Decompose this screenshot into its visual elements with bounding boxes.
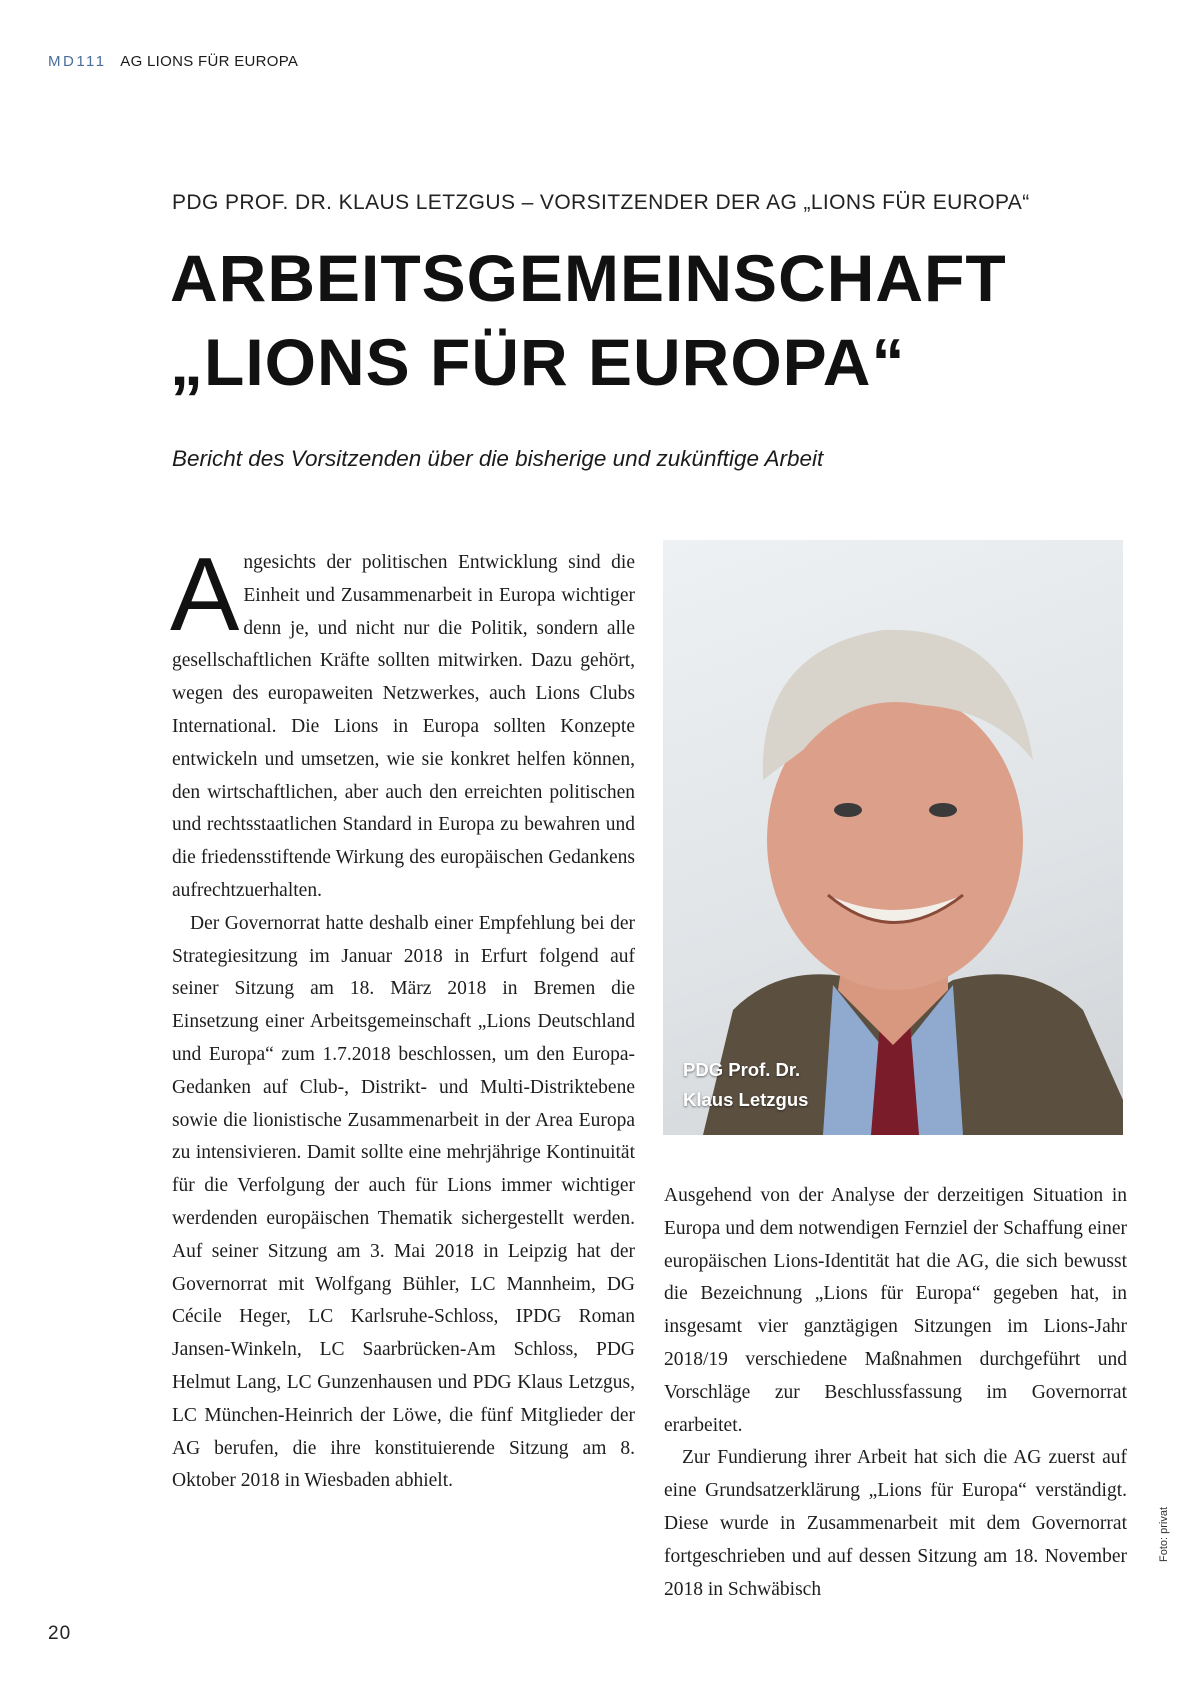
body-column-right: [664, 1180, 1127, 1606]
article-kicker: PDG PROF. DR. KLAUS LETZGUS – VORSITZENDER DER AG „LIONS FÜR EUROPA“: [172, 191, 1030, 214]
portrait-illustration: [663, 540, 1123, 1135]
caption-line-2: Klaus Letzgus: [683, 1089, 809, 1110]
paragraph-1: [170, 537, 635, 908]
running-header: [48, 53, 298, 70]
body-column-left: [170, 537, 635, 1498]
photo-caption: [683, 1055, 808, 1115]
paragraph-1-text: ngesichts der politischen Entwicklung sind die Einheit und Zusammenarbeit in Europa wichtiger denn je, und nicht nur die Politik, sondern alle gesellschaftlichen Kräfte sollten mitwirken. Dazu gehört, wegen des europaweiten Netzwerkes, auch Lions Clubs International. Die Lions in Europa sollten Konzepte entwickeln und umsetzen, wie sie konkret helfen können, den wirtschaftlichen, aber auch den erreichten politischen und rechtsstaatlichen Standard in Europa zu bewahren und die friedensstiftende Wirkung des europäischen Gedankens aufrechtzuerhalten.: [172, 552, 635, 901]
article-headline: [170, 236, 1007, 404]
headline-line-1: ARBEITSGEMEINSCHAFT: [170, 241, 1007, 315]
headline-line-2: „LIONS FÜR EUROPA“: [170, 325, 906, 399]
paragraph-4: Zur Fundierung ihrer Arbeit hat sich die AG zuerst auf eine Grundsatzerklärung „Lions für Europa“ verständigt. Diese wurde in Zusammenarbeit mit dem Governorrat fortgeschrieben und auf dessen Sitzung am 18. November 2018 in Schwäbisch: [664, 1447, 1127, 1600]
header-section: AG LIONS FÜR EUROPA: [120, 53, 299, 70]
paragraph-3: Ausgehend von der Analyse der derzeitigen Situation in Europa und dem notwendigen Fernziel der Schaffung einer europäischen Lions-Identität hat die AG, die sich bewusst die Bezeichnung „Lions für Europa“ gegeben hat, in insgesamt vier ganztägigen Sitzungen im Lions-Jahr 2018/19 verschiedene Maßnahmen durchgeführt und Vorschläge zur Beschlussfassung im Governorrat erarbeitet.: [664, 1185, 1127, 1436]
paragraph-2: Der Governorrat hatte deshalb einer Empfehlung bei der Strategiesitzung im Januar 2018 in Erfurt folgend auf seiner Sitzung am 18. März 2018 in Bremen die Einsetzung einer Arbeitsgemeinschaft „Lions Deutschland und Europa“ zum 1.7.2018 beschlossen, um den Europa-Gedanken auf Club-, Distrikt- und Multi-Distriktebene sowie die lionistische Zusammenarbeit in der Area Europa zu intensivieren. Damit sollte eine mehrjährige Kontinuität für die Verfolgung der auch für Lions immer wichtiger werdenden europäischen Thematik sichergestellt werden. Auf seiner Sitzung am 3. Mai 2018 in Leipzig hat der Governorrat mit Wolfgang Bühler, LC Mannheim, DG Cécile Heger, LC Karlsruhe-Schloss, IPDG Roman Jansen-Winkeln, LC Saarbrücken-Am Schloss, PDG Helmut Lang, LC Gunzenhausen und PDG Klaus Letzgus, LC München-Heinrich der Löwe, die fünf Mitglieder der AG berufen, die ihre konstituierende Sitzung am 8. Oktober 2018 in Wiesbaden abhielt.: [172, 912, 635, 1492]
header-code: MD111: [48, 53, 107, 70]
portrait-photo: [663, 540, 1123, 1135]
drop-cap: A: [170, 537, 240, 653]
page-number: 20: [48, 1623, 72, 1644]
caption-line-1: PDG Prof. Dr.: [683, 1059, 801, 1080]
article-subtitle: Bericht des Vorsitzenden über die bisherige und zukünftige Arbeit: [172, 446, 824, 471]
photo-credit: Foto: privat: [1158, 1506, 1170, 1562]
